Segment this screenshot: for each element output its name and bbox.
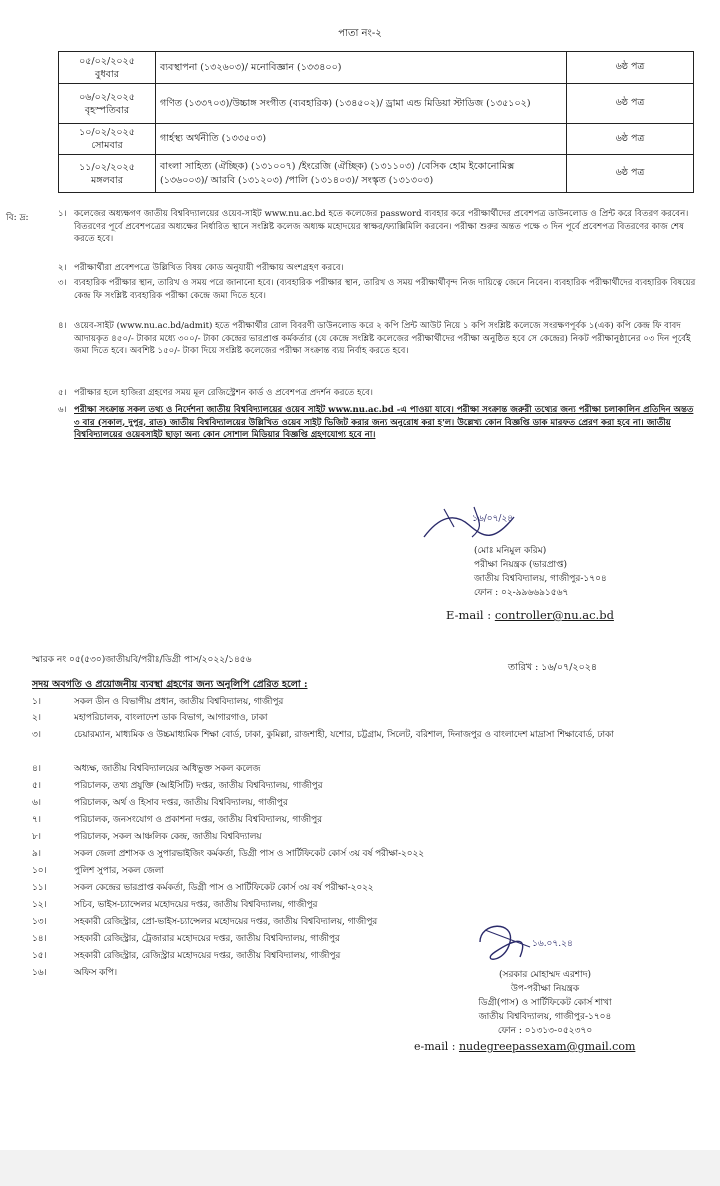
notes-label: বি: দ্র: (6, 213, 29, 223)
distribution-item: ৭। পরিচালক, জনসংযোগ ও প্রকাশনা দপ্তর, জাতীয় বিশ্ববিদ্যালয়, গাজীপুর (32, 815, 322, 825)
exam-date: ০৬/০২/২০২৫ (79, 91, 135, 103)
page-bottom-shade (0, 1150, 720, 1186)
signatory-2-email[interactable]: nudegreepassexam@gmail.com (458, 1040, 636, 1053)
signatory-1-phone: ফোন : ০২-৯৯৬৬৯১৫৬৭ (474, 588, 569, 598)
signatory-1-email-line: E-mail : controller@nu.ac.bd (446, 608, 614, 622)
distribution-item: ১৫। সহকারী রেজিস্ট্রার, রেজিস্ট্রার মহোদয়ের দপ্তর, জাতীয় বিশ্ববিদ্যালয়, গাজীপুর (32, 951, 341, 961)
note-item: ১। কলেজের অধ্যক্ষগণ জাতীয় বিশ্ববিদ্যালয়ের ওয়েব-সাইট www.nu.ac.bd হতে কলেজের password ব্যবহার করে পরীক্ষার্থীদের প্রবেশপত্র ডাউনলোড ও প্রিন্ট করে বিতরণ করবেন। বিতরণের পূর্বে প্রবেশপত্রের অধ্যক্ষের নির্ধারিত স্থানে সংশ্লিষ্ট কলেজ অধ্যক্ষ মহোদয়ের স্বাক্ষর/ফ্যাক্সিমিলি করবেন। পরীক্ষা শুরুর অন্তত পক্ষে ৩ দিন পূর্বে প্রবেশপত্র বিতরণের কাজ শেষ করতে হবে। (58, 209, 689, 245)
distribution-item: ১০। পুলিশ সুপার, সকল জেলা (32, 866, 164, 876)
exam-subject: বাংলা সাহিত্য (ঐচ্ছিক) (১৩১০০৭) /ইংরেজি (ঐচ্ছিক) (১৩১১০৩) /বেসিক হোম ইকোনোমিক্স (১৩৬০০৩)/ আরবি (১৩১২০৩) /পালি (১৩১৪০৩)/ সংস্কৃত (১৩১৩০৩) (156, 155, 567, 193)
signatory-2-name: (সরকার মোহাম্মদ এরশাদ) (499, 970, 591, 980)
signatory-2-email-line: e-mail : nudegreepassexam@gmail.com (414, 1040, 636, 1053)
table-row (59, 124, 694, 155)
signatory-1-email[interactable]: controller@nu.ac.bd (494, 608, 614, 622)
exam-paper: ৬ষ্ঠ পত্র (567, 155, 694, 193)
exam-subject: ব্যবস্থাপনা (১৩২৬০৩)/ মনোবিজ্ঞান (১৩৩৪০০) (156, 52, 567, 84)
note-item: ৪। ওয়েব-সাইট (www.nu.ac.bd/admit) হতে পরীক্ষার্থীর রোল বিবরণী ডাউনলোড করে ২ কপি প্রিন্ট আউট নিয়ে ১ কপি সংশ্লিষ্ট কলেজে সংরক্ষণপূর্বক ১(এক) কপি কেন্দ্র ফি বাবদ আদায়কৃত ৪৫০/- টাকার মধ্যে ৩০০/- টাকা কেন্দ্রের ভারপ্রাপ্ত কর্মকর্তার (যে কেন্দ্রে সংশ্লিষ্ট কলেজের পরীক্ষার্থীদের পরীক্ষা অনুষ্ঠিত হবে সে কেন্দ্রের) নিকট পরীক্ষানুষ্ঠানের ০৩ দিন পূর্বেই জমা দিতে হবে। অবশিষ্ট ১৫০/- টাকা দিয়ে সংশ্লিষ্ট কলেজের পরীক্ষা সংক্রান্ত ব্যয় নির্বাহ করতে হবে। (58, 321, 691, 357)
note-item: ৩। ব্যবহারিক পরীক্ষার স্থান, তারিখ ও সময় পরে জানানো হবে। (ব্যবহারিক পরীক্ষার স্থান, তারিখ ও সময় পরীক্ষার্থীবৃন্দ নিজ দায়িত্বে জেনে নিবেন। ব্যবহারিক পরীক্ষার্থীদের ব্যবহারিক বিষয়ের কেন্দ্র ফি সংশ্লিষ্ট ব্যবহারিক পরীক্ষা কেন্দ্রে জমা দিতে হবে। (58, 278, 696, 301)
exam-date: ০৫/০২/২০২৫ (79, 55, 135, 67)
table-row (59, 155, 694, 193)
note-item: ৫। পরীক্ষার হলে হাজিরা গ্রহণের সময় মূল রেজিস্ট্রেশন কার্ড ও প্রবেশপত্র প্রদর্শন করতে হবে। (58, 388, 373, 398)
distribution-item: ৩। চেয়ারম্যান, মাধ্যমিক ও উচ্চমাধ্যমিক শিক্ষা বোর্ড, ঢাকা, কুমিল্লা, রাজশাহী, যশোর, চট্টগ্রাম, সিলেট, বরিশাল, দিনাজপুর ও বাংলাদেশ মাদ্রাসা শিক্ষাবোর্ড, ঢাকা (32, 730, 614, 740)
signatory-1-block (474, 544, 607, 600)
memo-date: তারিখ : ১৬/০৭/২০২৪ (508, 662, 598, 673)
signatory-1-name: (মোঃ মনিমুল করিম) (474, 546, 547, 556)
table-row (59, 52, 694, 84)
exam-paper: ৬ষ্ঠ পত্র (567, 84, 694, 124)
page-number: পাতা নং-২ (338, 28, 382, 39)
table-row (59, 84, 694, 124)
distribution-item: ৮। পরিচালক, সকল আঞ্চলিক কেন্দ্র, জাতীয় বিশ্ববিদ্যালয় (32, 832, 262, 842)
distribution-item: ১৪। সহকারী রেজিস্ট্রার, ট্রেজারার মহোদয়ের দপ্তর, জাতীয় বিশ্ববিদ্যালয়, গাজীপুর (32, 934, 340, 944)
exam-subject: গণিত (১৩৩৭০৩)/উচ্চাঙ্গ সংগীত (ব্যবহারিক) (১৩৪৫০২)/ ড্রামা এন্ড মিডিয়া স্টাডিজ (১৩৫১০২) (156, 84, 567, 124)
exam-date: ১১/০২/২০২৫ (79, 161, 135, 173)
distribution-item: ৬। পরিচালক, অর্থ ও হিসাব দপ্তর, জাতীয় বিশ্ববিদ্যালয়, গাজীপুর (32, 798, 288, 808)
distribution-item: ৫। পরিচালক, তথ্য প্রযুক্তি (আইসিটি) দপ্তর, জাতীয় বিশ্ববিদ্যালয়, গাজীপুর (32, 781, 323, 791)
exam-day: বুধবার (95, 68, 119, 80)
note-item: ৬। পরীক্ষা সংক্রান্ত সকল তথ্য ও নির্দেশনা জাতীয় বিশ্ববিদ্যালয়ের ওয়েব সাইট www.nu.ac.bd -এ পাওয়া যাবে। পরীক্ষা সংক্রান্ত জরুরী তথ্যের জন্য পরীক্ষা চলাকালিন প্রতিদিন অন্তত ৩ বার (সকাল, দুপুর, রাত) জাতীয় বিশ্ববিদ্যালয়ের উল্লিখিত ওয়েব সাইট ভিজিট করার জন্য অনুরোধ করা হ'ল। উল্লেখ্য কোন বিজ্ঞপ্তি ডাক মারফত প্রেরণ করা হবে না। জাতীয় বিশ্ববিদ্যালয়ের ওয়েবসাইট ছাড়া অন্য কোন সোশাল মিডিয়ার বিজ্ঞপ্তি গ্রহণযোগ্য হবে না। (58, 405, 694, 441)
distribution-item: ১২। সচিব, ভাইস-চ্যান্সেলর মহোদয়ের দপ্তর, জাতীয় বিশ্ববিদ্যালয়, গাজীপুর (32, 900, 318, 910)
signature-2 (460, 912, 580, 972)
exam-day: মঙ্গলবার (91, 174, 123, 186)
signatory-2-phone: ফোন : ০১৩১৩-০৫২৩৭০ (497, 1026, 593, 1036)
signatory-2-block (450, 968, 640, 1038)
memo-number: স্মারক নং ০৫(৫৩০)জাতীয়বি/পরীঃ/ডিগ্রী পাস/২০২২/১৪৫৬ (32, 655, 252, 665)
exam-day: বৃহস্পতিবার (84, 104, 130, 116)
distribution-item: ৪। অধ্যক্ষ, জাতীয় বিশ্ববিদ্যালয়ের অধিভুক্ত সকল কলেজ (32, 764, 261, 774)
signatory-2-branch: ডিগ্রী(পাস) ও সার্টিফিকেট কোর্স শাখা (478, 998, 612, 1008)
exam-paper: ৬ষ্ঠ পত্র (567, 124, 694, 155)
distribution-item: ১। সকল ডীন ও বিভাগীয় প্রধান, জাতীয় বিশ্ববিদ্যালয়, গাজীপুর (32, 697, 284, 707)
signature-1-date: ১৬/০৭/২৪ (472, 514, 514, 524)
distribution-item: ৯। সকল জেলা প্রশাসক ও সুপারভাইজিং কর্মকর্তা, ডিগ্রী পাস ও সার্টিফিকেট কোর্স ৩য় বর্ষ পরীক্ষা-২০২২ (32, 849, 424, 859)
exam-schedule-table (58, 51, 694, 193)
distribution-item: ১১। সকল কেন্দ্রের ভারপ্রাপ্ত কর্মকর্তা, ডিগ্রী পাস ও সার্টিফিকেট কোর্স ৩য় বর্ষ পরীক্ষা-২০২২ (32, 883, 374, 893)
exam-subject: গার্হস্থ্য অর্থনীতি (১৩৩৫০৩) (156, 124, 567, 155)
copy-heading: সদয় অবগতি ও প্রয়োজনীয় ব্যবস্থা গ্রহণের জন্য অনুলিপি প্রেরিত হলো : (32, 679, 308, 690)
signature-2-date: ১৬.০৭.২৪ (532, 939, 573, 949)
note-item: ২। পরীক্ষার্থীরা প্রবেশপত্রে উল্লিখিত বিষয় কোড অনুযায়ী পরীক্ষায় অংশগ্রহণ করবে। (58, 263, 344, 273)
exam-paper: ৬ষ্ঠ পত্র (567, 52, 694, 84)
signatory-2-office: জাতীয় বিশ্ববিদ্যালয়, গাজীপুর-১৭০৪ (478, 1012, 612, 1022)
signatory-1-office: জাতীয় বিশ্ববিদ্যালয়, গাজীপুর-১৭০৪ (474, 574, 607, 584)
distribution-item: ২। মহাপরিচালক, বাংলাদেশ ডাক বিভাগ, আগারগাও, ঢাকা (32, 713, 268, 723)
signatory-1-designation: পরীক্ষা নিয়ন্ত্রক (ভারপ্রাপ্ত) (474, 560, 568, 570)
distribution-item: ১৬। অফিস কপি। (32, 968, 117, 978)
distribution-item: ১৩। সহকারী রেজিস্ট্রার, প্রো-ভাইস-চ্যান্সেলর মহোদয়ের দপ্তর, জাতীয় বিশ্ববিদ্যালয়, গাজীপুর (32, 917, 378, 927)
exam-day: সোমবার (91, 140, 123, 151)
signatory-2-designation: উপ-পরীক্ষা নিয়ন্ত্রক (510, 984, 580, 994)
exam-date: ১০/০২/২০২৫ (79, 127, 135, 138)
